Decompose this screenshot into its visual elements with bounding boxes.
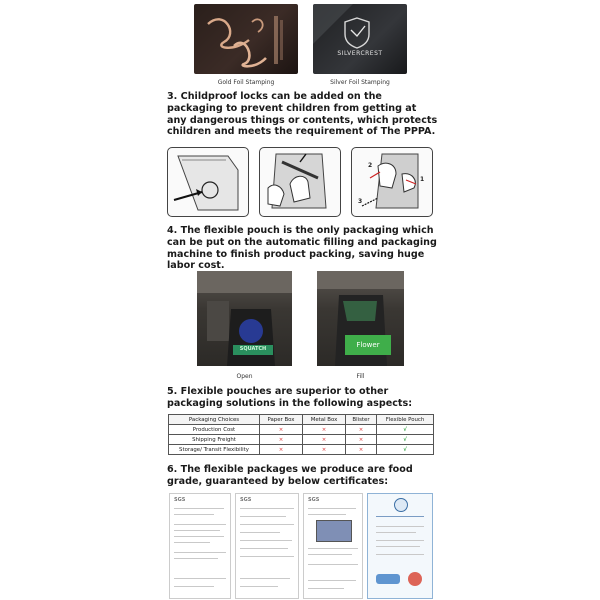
open-machine-photo bbox=[197, 271, 292, 366]
cross-mark: × bbox=[303, 445, 346, 455]
childproof-step1-illustration bbox=[167, 147, 249, 217]
step-number-1: 1 bbox=[420, 176, 425, 183]
gold-foil-caption: Gold Foil Stamping bbox=[217, 79, 275, 86]
open-caption: Open bbox=[236, 373, 253, 380]
table-row bbox=[169, 425, 434, 435]
section5-heading: 5. Flexible pouches are superior to other packaging solutions in the following aspects: bbox=[167, 386, 413, 409]
silver-foil-photo bbox=[313, 4, 407, 74]
accreditation-logo-icon bbox=[376, 574, 400, 584]
cross-mark: × bbox=[260, 445, 303, 455]
cross-mark: × bbox=[260, 435, 303, 445]
cross-mark: × bbox=[346, 425, 377, 435]
row-label: Shipping Freight bbox=[169, 435, 260, 445]
table-row bbox=[169, 445, 434, 455]
fill-machine-photo bbox=[317, 271, 404, 366]
gold-foil-photo bbox=[194, 4, 298, 74]
pouch-brand-text: SQUATCH bbox=[239, 346, 267, 352]
section4-heading: 4. The flexible pouch is the only packaging which can be put on the automatic filling and packaging machine to finish product packing, saving huge labor cost. bbox=[167, 225, 437, 272]
sgs-logo: SGS bbox=[240, 497, 252, 503]
gold-script-logo-icon bbox=[194, 4, 298, 74]
check-mark: √ bbox=[377, 445, 434, 455]
pouch-zipper-icon bbox=[168, 148, 248, 216]
cross-mark: × bbox=[303, 425, 346, 435]
fill-overlay-label: Flower bbox=[345, 335, 391, 355]
silver-foil-caption: Silver Foil Stamping bbox=[330, 79, 390, 86]
silver-brand-text: SILVERCREST bbox=[337, 50, 383, 57]
cross-mark: × bbox=[260, 425, 303, 435]
check-mark: √ bbox=[377, 425, 434, 435]
cross-mark: × bbox=[303, 435, 346, 445]
hand-opening-icon bbox=[260, 148, 340, 216]
col-header-packaging-choices: Packaging Choices bbox=[169, 415, 260, 425]
childproof-step2-illustration bbox=[259, 147, 341, 217]
check-mark: √ bbox=[377, 435, 434, 445]
table-header-row bbox=[169, 415, 434, 425]
col-header-paper-box: Paper Box bbox=[260, 415, 303, 425]
col-header-blister: Blister bbox=[346, 415, 377, 425]
row-label: Storage/ Transit Flexibility bbox=[169, 445, 260, 455]
document-page bbox=[163, 0, 439, 600]
silver-shield-logo-icon bbox=[313, 4, 407, 74]
sgs-certificate-1 bbox=[169, 493, 231, 599]
fill-caption: Fill bbox=[356, 373, 365, 380]
table-row bbox=[169, 435, 434, 445]
step-number-3: 3 bbox=[358, 198, 363, 205]
col-header-metal-box: Metal Box bbox=[303, 415, 346, 425]
col-header-flexible-pouch: Flexible Pouch bbox=[377, 415, 434, 425]
cross-mark: × bbox=[346, 435, 377, 445]
sgs-logo: SGS bbox=[174, 497, 186, 503]
step-number-2: 2 bbox=[368, 162, 373, 169]
sample-photo-icon bbox=[316, 520, 352, 542]
row-label: Production Cost bbox=[169, 425, 260, 435]
sgs-certificate-3 bbox=[303, 493, 363, 599]
section3-heading: 3. Childproof locks can be added on the packaging to prevent children from getting at any dangerous things or contents, which protects children and meets the requirement of The PPPA. bbox=[167, 91, 438, 138]
sgs-certificate-2 bbox=[235, 493, 299, 599]
cross-mark: × bbox=[346, 445, 377, 455]
childproof-step3-illustration bbox=[351, 147, 433, 217]
comparison-table bbox=[168, 414, 434, 455]
certificate-emblem-icon bbox=[394, 498, 408, 512]
certification-seal-icon bbox=[408, 572, 422, 586]
section6-heading: 6. The flexible packages we produce are food grade, guaranteed by below certificates: bbox=[167, 464, 413, 487]
quality-certificate bbox=[367, 493, 433, 599]
sgs-logo: SGS bbox=[308, 497, 320, 503]
